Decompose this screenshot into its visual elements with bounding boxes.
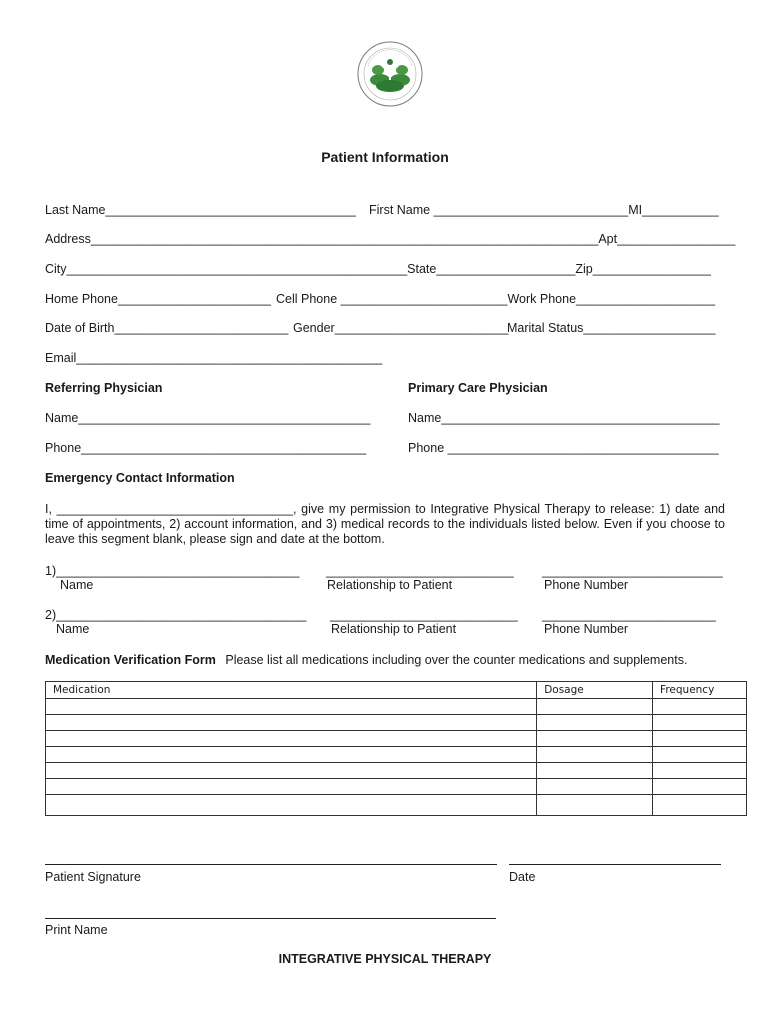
dosage-cell[interactable] (537, 731, 653, 747)
column-header-frequency: Frequency (653, 682, 747, 699)
medication-table-header (46, 682, 747, 699)
column-header-medication: Medication (46, 682, 537, 699)
dosage-cell[interactable] (537, 747, 653, 763)
frequency-cell[interactable] (653, 699, 747, 715)
contact2-phone-line[interactable]: _________________________ (542, 608, 716, 622)
medication-cell[interactable] (46, 715, 537, 731)
marital-status-field[interactable]: Marital Status___________________ (507, 321, 716, 335)
email-field[interactable]: Email____________________________________________ (45, 351, 383, 365)
patient-signature-label: Patient Signature (45, 870, 141, 884)
medication-cell[interactable] (46, 763, 537, 779)
last-name-field[interactable]: Last Name____________________________________ (45, 203, 356, 217)
referring-phone-field[interactable]: Phone_________________________________________ (45, 441, 367, 455)
table-row (46, 699, 747, 715)
frequency-cell[interactable] (653, 763, 747, 779)
release-permission-paragraph: I, __________________________________, give my permission to Integrative Physical Therapy to release: 1) date and time of appointments, 2) account information, and 3) medical records to the individuals listed below. Even if you choose to leave this segment blank, please sign and date at the bottom. (45, 502, 725, 546)
contact2-name-line[interactable]: 2)____________________________________ (45, 608, 307, 622)
contact2-relationship-line[interactable]: ___________________________ (330, 608, 518, 622)
primary-care-heading: Primary Care Physician (408, 381, 548, 395)
primary-phone-field[interactable]: Phone _______________________________________ (408, 441, 719, 455)
footer-company-name: INTEGRATIVE PHYSICAL THERAPY (278, 952, 492, 966)
medication-cell[interactable] (46, 731, 537, 747)
table-row (46, 779, 747, 795)
page-title: Patient Information (321, 149, 449, 165)
contact1-phone-line[interactable]: __________________________ (542, 564, 723, 578)
frequency-cell[interactable] (653, 779, 747, 795)
date-line[interactable] (509, 864, 721, 865)
medication-table (45, 681, 747, 816)
contact2-phone-label: Phone Number (544, 622, 629, 636)
medication-cell[interactable] (46, 699, 537, 715)
frequency-cell[interactable] (653, 795, 747, 816)
dosage-cell[interactable] (537, 715, 653, 731)
city-state-zip-field[interactable]: City_________________________________________________State____________________Zip_________________ (45, 262, 711, 276)
print-name-label: Print Name (45, 923, 108, 937)
gender-field[interactable]: Gender_________________________ (293, 321, 509, 335)
print-name-line[interactable] (45, 918, 496, 919)
contact1-relationship-line[interactable]: ___________________________ (326, 564, 514, 578)
dosage-cell[interactable] (537, 795, 653, 816)
column-header-dosage: Dosage (537, 682, 653, 699)
contact1-name-label: Name (60, 578, 94, 592)
contact1-phone-label: Phone Number (544, 578, 629, 592)
medication-cell[interactable] (46, 747, 537, 763)
date-label: Date (509, 870, 536, 884)
contact2-relationship-label: Relationship to Patient (331, 622, 457, 636)
company-logo (356, 40, 424, 108)
referring-physician-heading: Referring Physician (45, 381, 163, 395)
medication-cell[interactable] (46, 795, 537, 816)
contact2-name-label: Name (56, 622, 90, 636)
medication-instructions (45, 653, 687, 667)
primary-name-field[interactable]: Name________________________________________ (408, 411, 720, 425)
date-of-birth-field[interactable]: Date of Birth_________________________ (45, 321, 289, 335)
table-row (46, 715, 747, 731)
table-row (46, 747, 747, 763)
patient-signature-line[interactable] (45, 864, 497, 865)
dosage-cell[interactable] (537, 779, 653, 795)
table-row (46, 795, 747, 816)
emergency-contact-heading: Emergency Contact Information (45, 471, 235, 485)
contact1-name-line[interactable]: 1)___________________________________ (45, 564, 300, 578)
home-phone-field[interactable]: Home Phone______________________ (45, 292, 271, 306)
dosage-cell[interactable] (537, 699, 653, 715)
frequency-cell[interactable] (653, 747, 747, 763)
dosage-cell[interactable] (537, 763, 653, 779)
first-name-mi-field[interactable]: First Name ____________________________MI___________ (369, 203, 719, 217)
medication-heading: Medication Verification Form (45, 653, 216, 667)
medication-instruction-text: Please list all medications including over the counter medications and supplements. (225, 653, 688, 667)
table-row (46, 731, 747, 747)
frequency-cell[interactable] (653, 715, 747, 731)
cell-work-phone-field[interactable]: Cell Phone ________________________Work Phone____________________ (276, 292, 716, 306)
address-apt-field[interactable]: Address_________________________________________________________________________Apt_________________ (45, 232, 736, 246)
contact1-relationship-label: Relationship to Patient (327, 578, 453, 592)
referring-name-field[interactable]: Name__________________________________________ (45, 411, 371, 425)
frequency-cell[interactable] (653, 731, 747, 747)
medication-cell[interactable] (46, 779, 537, 795)
table-row (46, 763, 747, 779)
